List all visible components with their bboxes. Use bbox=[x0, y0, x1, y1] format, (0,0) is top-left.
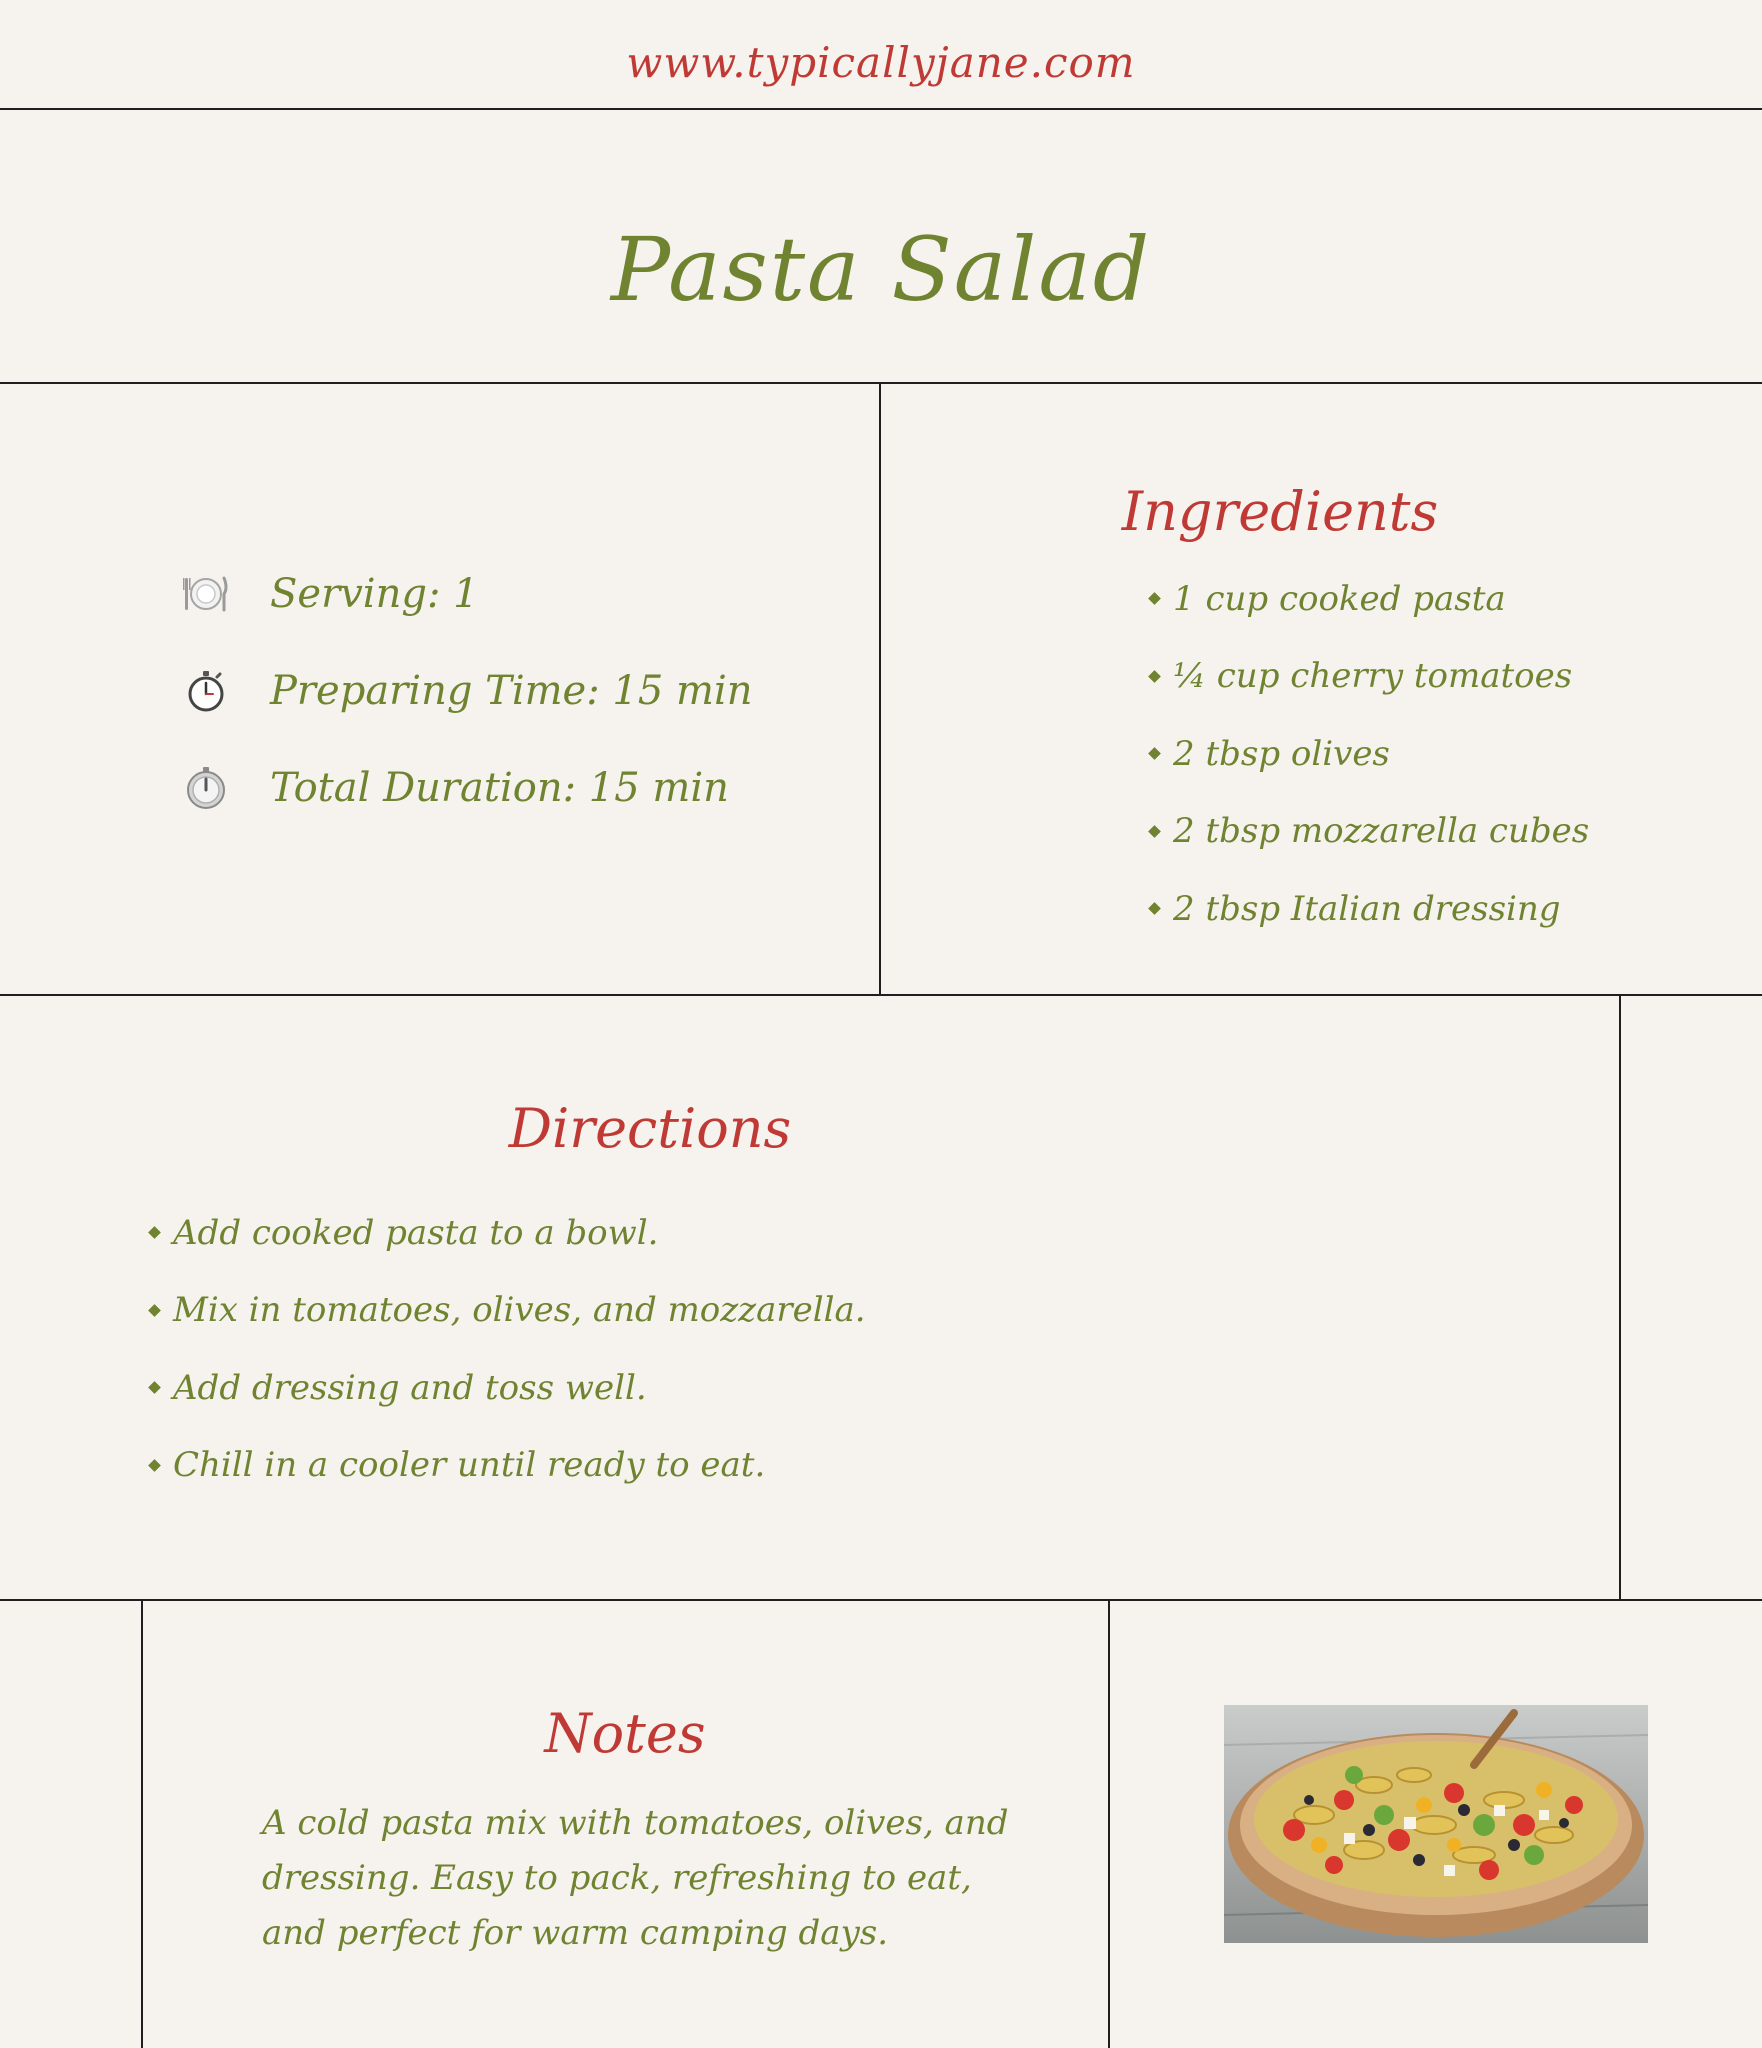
list-item: Chill in a cooler until ready to eat. bbox=[150, 1427, 866, 1505]
divider bbox=[141, 1599, 143, 2048]
list-item: 2 tbsp olives bbox=[1150, 715, 1589, 793]
directions-list bbox=[150, 1194, 866, 1504]
recipe-meta bbox=[180, 545, 753, 836]
plate-cutlery-icon bbox=[180, 568, 232, 620]
total-duration-text: Total Duration: 15 min bbox=[270, 764, 729, 811]
timer-icon bbox=[180, 762, 232, 814]
bullet-icon bbox=[1148, 902, 1161, 915]
ingredients-heading: Ingredients bbox=[1121, 480, 1439, 543]
bullet-icon bbox=[1148, 670, 1161, 683]
serving-text: Serving: 1 bbox=[270, 570, 479, 617]
list-item: ¼ cup cherry tomatoes bbox=[1150, 638, 1589, 716]
meta-serving bbox=[180, 545, 753, 642]
divider bbox=[879, 382, 881, 996]
pasta-salad-photo bbox=[1224, 1705, 1648, 1943]
bullet-icon bbox=[1148, 592, 1161, 605]
bullet-icon bbox=[1148, 825, 1161, 838]
list-item: 2 tbsp Italian dressing bbox=[1150, 870, 1589, 948]
site-url[interactable]: www.typicallyjane.com bbox=[626, 38, 1136, 87]
bullet-icon bbox=[1148, 747, 1161, 760]
list-item: 1 cup cooked pasta bbox=[1150, 560, 1589, 638]
divider bbox=[0, 108, 1762, 110]
list-item: 2 tbsp mozzarella cubes bbox=[1150, 793, 1589, 871]
meta-total-duration bbox=[180, 739, 753, 836]
stopwatch-icon bbox=[180, 665, 232, 717]
ingredients-list bbox=[1150, 560, 1589, 948]
notes-text: A cold pasta mix with tomatoes, olives, and dressing. Easy to pack, refreshing to eat, and perfect for warm camping days. bbox=[262, 1803, 1009, 1953]
bullet-icon bbox=[148, 1381, 161, 1394]
bullet-icon bbox=[148, 1459, 161, 1472]
directions-heading: Directions bbox=[508, 1097, 792, 1160]
notes-heading: Notes bbox=[544, 1702, 706, 1765]
bullet-icon bbox=[148, 1304, 161, 1317]
recipe-title: Pasta Salad bbox=[610, 218, 1152, 321]
preparing-time-text: Preparing Time: 15 min bbox=[270, 667, 753, 714]
divider bbox=[0, 994, 1762, 996]
meta-preparing-time bbox=[180, 642, 753, 739]
divider bbox=[0, 382, 1762, 384]
list-item: Add cooked pasta to a bowl. bbox=[150, 1194, 866, 1272]
bullet-icon bbox=[148, 1226, 161, 1239]
list-item: Mix in tomatoes, olives, and mozzarella. bbox=[150, 1272, 866, 1350]
divider bbox=[1619, 994, 1621, 1601]
divider bbox=[0, 1599, 1762, 1601]
divider bbox=[1108, 1599, 1110, 2048]
list-item: Add dressing and toss well. bbox=[150, 1349, 866, 1427]
